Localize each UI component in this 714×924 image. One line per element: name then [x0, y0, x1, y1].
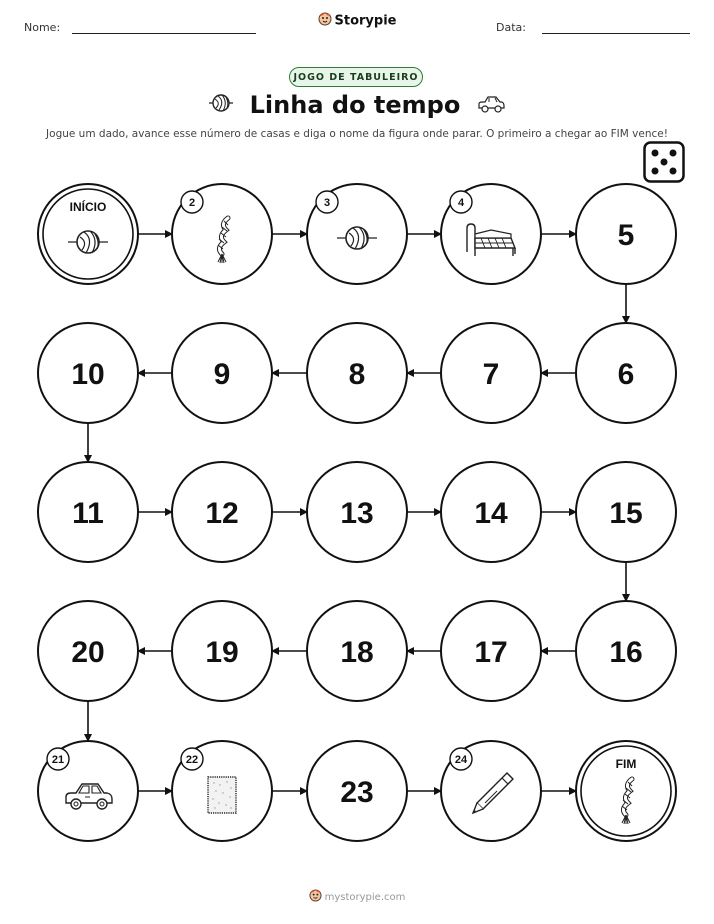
board-space-25	[576, 741, 676, 841]
board-space-23	[307, 741, 407, 841]
date-label: Data:	[496, 21, 526, 34]
name-label: Nome:	[24, 21, 61, 34]
footer	[0, 889, 714, 905]
space-number: 21	[51, 754, 65, 766]
space-number: 17	[474, 636, 508, 669]
board-space-3	[307, 184, 407, 284]
end-label: FIM	[615, 757, 637, 771]
board-space-12	[172, 462, 272, 562]
paper-icon	[208, 777, 236, 813]
space-number: 18	[340, 636, 374, 669]
board-space-10	[38, 323, 138, 423]
space-number: 23	[340, 776, 374, 809]
instructions: Jogue um dado, avance esse número de casas e diga o nome da figura onde parar. O primeiro a chegar ao FIM vence!	[46, 128, 668, 140]
space-number: 13	[340, 497, 374, 530]
space-number: 4	[457, 197, 465, 209]
space-number: 15	[609, 497, 643, 530]
space-number: 19	[205, 636, 239, 669]
board-space-13	[307, 462, 407, 562]
space-number: 9	[213, 358, 231, 391]
board-space-11	[38, 462, 138, 562]
board-space-17	[441, 601, 541, 701]
space-number: 11	[72, 497, 104, 530]
board-space-15	[576, 462, 676, 562]
start-label: INÍCIO	[69, 200, 107, 214]
board-space-2	[172, 184, 272, 284]
board-space-14	[441, 462, 541, 562]
space-number: 24	[454, 754, 468, 766]
space-number: 8	[348, 358, 366, 391]
space-number: 6	[617, 358, 635, 391]
board-space-4	[441, 184, 541, 284]
board-space-9	[172, 323, 272, 423]
board-space-22	[172, 741, 272, 841]
board-space-19	[172, 601, 272, 701]
space-number: 20	[71, 636, 105, 669]
board-space-8	[307, 323, 407, 423]
space-number: 14	[474, 497, 508, 530]
board-space-1	[38, 184, 138, 284]
footer-logo-icon	[309, 889, 322, 905]
brand-name: Storypie	[334, 13, 397, 29]
board-space-21	[38, 741, 138, 841]
title-text: Linha do tempo	[249, 91, 461, 119]
footer-url: mystorypie.com	[324, 892, 406, 903]
space-number: 5	[617, 219, 635, 252]
space-number: 3	[323, 197, 331, 209]
space-number: 16	[609, 636, 643, 669]
game-type-badge: JOGO DE TABULEIRO	[289, 67, 423, 87]
board-space-20	[38, 601, 138, 701]
board-space-18	[307, 601, 407, 701]
space-number: 10	[71, 358, 105, 391]
space-circle	[576, 741, 676, 841]
space-number: 7	[482, 358, 500, 391]
board-space-16	[576, 601, 676, 701]
board-space-6	[576, 323, 676, 423]
board-space-5	[576, 184, 676, 284]
board-space-7	[441, 323, 541, 423]
board-space-24	[441, 741, 541, 841]
space-number: 2	[188, 197, 196, 209]
space-number: 22	[185, 754, 199, 766]
space-number: 12	[205, 497, 239, 530]
board-cells	[38, 184, 676, 841]
